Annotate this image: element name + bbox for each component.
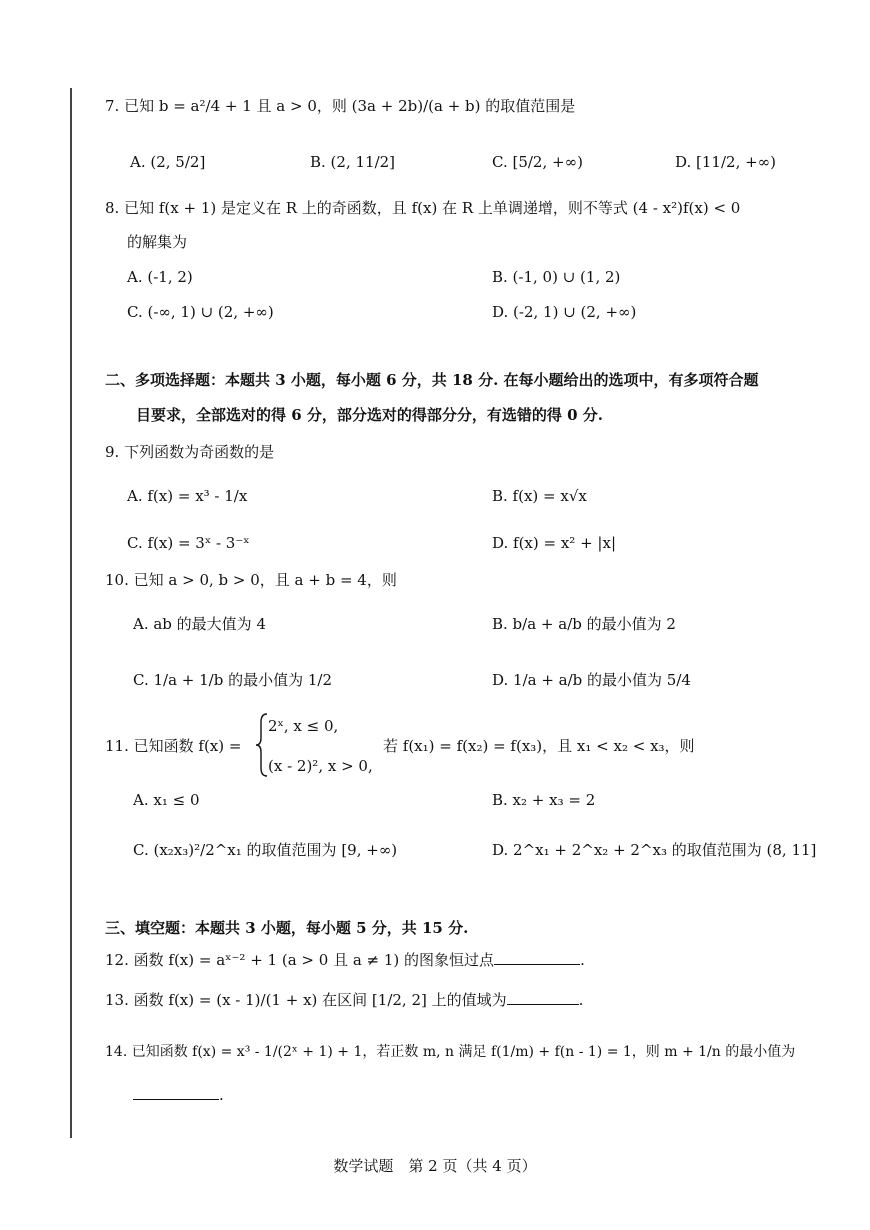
- section-2-heading: 二、多项选择题：本题共 3 小题，每小题 6 分，共 18 分. 在每小题给出的选项中，有多项符合题: [105, 371, 759, 389]
- q8-option-d: D. (-2, 1) ∪ (2, +∞): [492, 303, 637, 321]
- q7-option-a: A. (2, 5/2]: [130, 153, 206, 171]
- margin-rule: [70, 88, 72, 1138]
- q10-option-b: B. b/a + a/b 的最小值为 2: [492, 615, 676, 633]
- q14-answer-blank[interactable]: [133, 1085, 219, 1100]
- question-11-stem-prefix: 11. 已知函数 f(x) =: [105, 737, 242, 755]
- question-9-stem: 9. 下列函数为奇函数的是: [105, 443, 275, 461]
- q10-option-d: D. 1/a + a/b 的最小值为 5/4: [492, 671, 691, 689]
- q11-option-b: B. x₂ + x₃ = 2: [492, 791, 596, 809]
- q9-option-a: A. f(x) = x³ - 1/x: [127, 487, 248, 505]
- q9-option-c: C. f(x) = 3ˣ - 3⁻ˣ: [127, 534, 250, 552]
- question-8-stem-cont: 的解集为: [127, 233, 188, 251]
- q8-option-b: B. (-1, 0) ∪ (1, 2): [492, 268, 621, 286]
- question-11-stem-suffix: 若 f(x₁) = f(x₂) = f(x₃)，且 x₁ < x₂ < x₃，则: [383, 737, 695, 755]
- q13-period: .: [578, 991, 584, 1009]
- section-3-heading: 三、填空题：本题共 3 小题，每小题 5 分，共 15 分.: [105, 919, 469, 937]
- q13-answer-blank[interactable]: [507, 990, 579, 1005]
- question-10-stem: 10. 已知 a > 0, b > 0，且 a + b = 4，则: [105, 571, 397, 589]
- question-8-stem: 8. 已知 f(x + 1) 是定义在 R 上的奇函数，且 f(x) 在 R 上单调递增，则不等式 (4 - x²)f(x) < 0: [105, 199, 741, 217]
- question-12: [105, 950, 585, 970]
- question-7-stem: 7. 已知 b = a²/4 + 1 且 a > 0，则 (3a + 2b)/(a + b) 的取值范围是: [105, 97, 576, 115]
- q10-option-c: C. 1/a + 1/b 的最小值为 1/2: [133, 671, 332, 689]
- q7-option-d: D. [11/2, +∞): [675, 153, 777, 171]
- q11-option-c: C. (x₂x₃)²/2^x₁ 的取值范围为 [9, +∞): [133, 841, 398, 859]
- q14-period: .: [219, 1086, 224, 1104]
- question-13: [105, 990, 583, 1010]
- question-13-stem: 13. 函数 f(x) = (x - 1)/(1 + x) 在区间 [1/2, 2] 上的值域为: [105, 991, 507, 1009]
- question-14-answer: [133, 1085, 224, 1105]
- q9-option-b: B. f(x) = x√x: [492, 487, 587, 505]
- piecewise-brace: [255, 712, 269, 778]
- q11-option-a: A. x₁ ≤ 0: [133, 791, 200, 809]
- section-2-heading-cont: 目要求，全部选对的得 6 分，部分选对的得部分分，有选错的得 0 分.: [136, 406, 603, 424]
- page-footer: 数学试题 第 2 页（共 4 页）: [333, 1157, 537, 1175]
- q10-option-a: A. ab 的最大值为 4: [133, 615, 266, 633]
- q7-option-b: B. (2, 11/2]: [310, 153, 396, 171]
- q11-case-1: 2ˣ, x ≤ 0,: [268, 717, 339, 735]
- q9-option-d: D. f(x) = x² + |x|: [492, 534, 616, 552]
- q8-option-c: C. (-∞, 1) ∪ (2, +∞): [127, 303, 274, 321]
- question-12-stem: 12. 函数 f(x) = aˣ⁻² + 1 (a > 0 且 a ≠ 1) 的图象恒过点: [105, 951, 495, 969]
- question-14-stem: 14. 已知函数 f(x) = x³ - 1/(2ˣ + 1) + 1，若正数 m, n 满足 f(1/m) + f(n - 1) = 1，则 m + 1/n 的最小值为: [105, 1044, 796, 1060]
- q12-period: .: [580, 951, 585, 969]
- q11-case-2: (x - 2)², x > 0,: [268, 757, 373, 775]
- q8-option-a: A. (-1, 2): [127, 268, 193, 286]
- q12-answer-blank[interactable]: [494, 950, 580, 965]
- q7-option-c: C. [5/2, +∞): [492, 153, 583, 171]
- q11-option-d: D. 2^x₁ + 2^x₂ + 2^x₃ 的取值范围为 (8, 11]: [492, 841, 817, 859]
